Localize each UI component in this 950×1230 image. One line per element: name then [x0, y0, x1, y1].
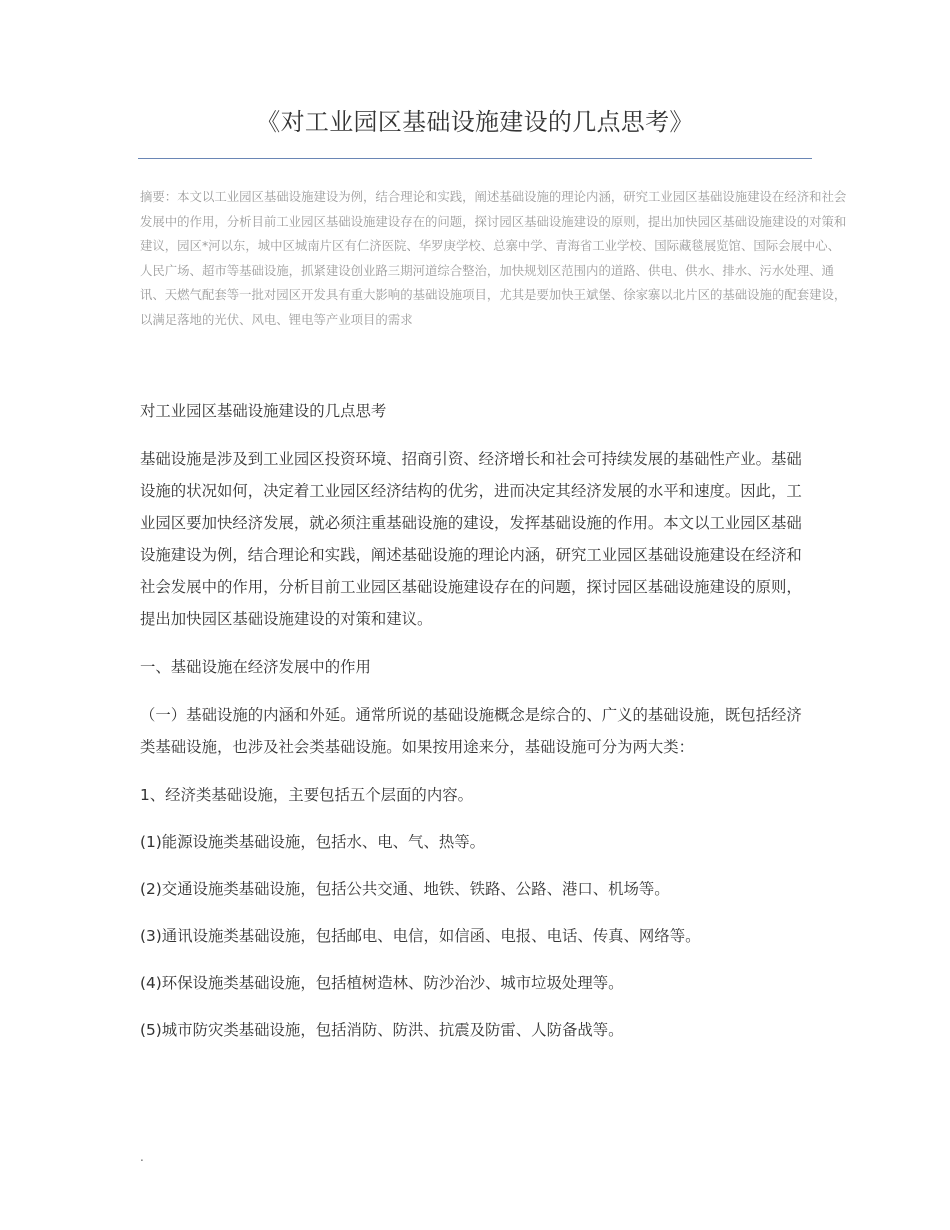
intro-paragraph: 基础设施是涉及到工业园区投资环境、招商引资、经济增长和社会可持续发展的基础性产业。基础设施的状况如何，决定着工业园区经济结构的优劣，进而决定其经济发展的水平和速度。因此，工业园区要加快经济发展，就必须注重基础设施的建设，发挥基础设施的作用。本文以工业园区基础设施建设为例，结合理论和实践，阐述基础设施的理论内涵，研究工业园区基础设施建设在经济和社会发展中的作用，分析目前工业园区基础设施建设存在的问题，探讨园区基础设施建设的原则，提出加快园区基础设施建设的对策和建议。	[140, 450, 802, 628]
document-body	[140, 395, 810, 1061]
document-title: 《对工业园区基础设施建设的几点思考》	[256, 108, 694, 136]
abstract-text: 摘要：本文以工业园区基础设施建设为例，结合理论和实践，阐述基础设施的理论内涵，研究工业园区基础设施建设在经济和社会发展中的作用，分析目前工业园区基础设施建设存在的问题，探讨园区基础设施建设的原则，提出加快园区基础设施建设的对策和建议，园区*河以东，城中区城南片区有仁济医院、华罗庚学校、总寨中学、青海省工业学校、国际藏毯展览馆、国际会展中心、人民广场、超市等基础设施，抓紧建设创业路三期河道综合整治，加快规划区范围内的道路、供电、供水、排水、污水处理、通讯、天燃气配套等一批对园区开发具有重大影响的基础设施项目，尤其是要加快王斌堡、徐家寨以北片区的基础设施的配套建设，以满足落地的光伏、风电、锂电等产业项目的需求	[140, 189, 847, 327]
list-item: (3)通讯设施类基础设施，包括邮电、电信，如信函、电报、电话、传真、网络等。	[140, 927, 701, 945]
body-heading: 对工业园区基础设施建设的几点思考	[140, 402, 387, 420]
list-heading: 1、经济类基础设施，主要包括五个层面的内容。	[140, 786, 473, 804]
list-item: (1)能源设施类基础设施，包括水、电、气、热等。	[140, 833, 486, 851]
list-item: (5)城市防灾类基础设施，包括消防、防洪、抗震及防雷、人防备战等。	[140, 1021, 624, 1039]
title-divider	[138, 158, 812, 159]
section-heading: 一、基础设施在经济发展中的作用	[140, 658, 371, 676]
definition-paragraph: （一）基础设施的内涵和外延。通常所说的基础设施概念是综合的、广义的基础设施，既包括经济类基础设施，也涉及社会类基础设施。如果按用途来分，基础设施可分为两大类：	[140, 706, 802, 756]
list-item: (4)环保设施类基础设施，包括植树造林、防沙治沙、城市垃圾处理等。	[140, 974, 624, 992]
footer-mark: .	[140, 1150, 144, 1164]
list-item: (2)交通设施类基础设施，包括公共交通、地铁、铁路、公路、港口、机场等。	[140, 880, 670, 898]
